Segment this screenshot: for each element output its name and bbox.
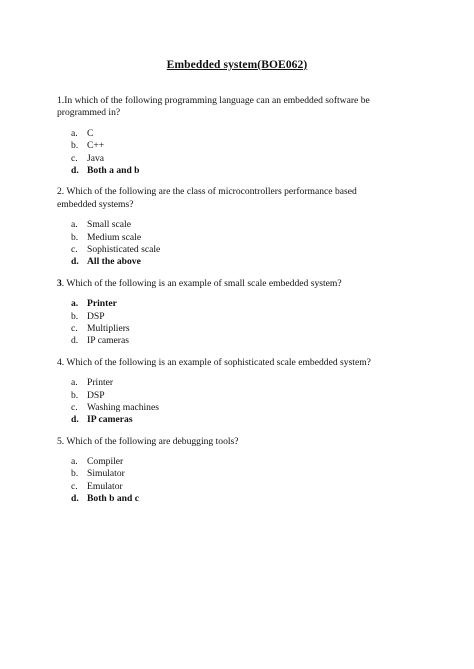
option-a (57, 219, 392, 231)
question-1-text (57, 95, 392, 120)
option-b (57, 390, 392, 402)
option-text: All the above (87, 256, 141, 268)
option-d-answer (57, 165, 392, 177)
question-3 (57, 278, 392, 348)
option-list (57, 219, 392, 269)
option-letter: d. (71, 256, 79, 268)
option-c (57, 153, 392, 165)
question-prompt: Which of the following are debugging tools? (64, 435, 239, 447)
option-letter: b. (71, 468, 79, 480)
option-letter: a. (71, 127, 78, 139)
option-list (57, 377, 392, 427)
option-text: Medium scale (87, 231, 142, 243)
option-d-answer (57, 414, 392, 426)
option-letter: b. (71, 389, 79, 401)
option-text: DSP (87, 310, 105, 322)
option-text: Java (87, 152, 105, 164)
option-list (57, 128, 392, 178)
option-letter: c. (71, 152, 78, 164)
option-text: Multipliers (87, 322, 130, 334)
option-b (57, 140, 392, 152)
question-5 (57, 436, 392, 506)
option-text: Printer (87, 377, 114, 389)
option-text: Small scale (87, 219, 131, 231)
question-number: 4. (57, 356, 65, 368)
option-c (57, 481, 392, 493)
option-letter: d. (71, 493, 79, 505)
option-letter: d. (71, 335, 79, 347)
option-letter: a. (71, 377, 78, 389)
option-letter: c. (71, 243, 78, 255)
question-number: 1. (57, 95, 65, 106)
option-a (57, 128, 392, 140)
option-list (57, 456, 392, 506)
option-list (57, 298, 392, 348)
option-letter: b. (71, 140, 79, 152)
option-letter: a. (71, 219, 78, 231)
option-text: C++ (87, 140, 105, 152)
question-2-text (57, 186, 392, 211)
option-b (57, 232, 392, 244)
option-text: Simulator (87, 468, 125, 480)
option-text: Washing machines (87, 401, 159, 413)
option-letter: b. (71, 231, 79, 243)
question-number: 3 (57, 277, 62, 289)
option-d-answer (57, 493, 392, 505)
question-number: 5. (57, 435, 65, 447)
option-c (57, 323, 392, 335)
question-4-text (57, 357, 392, 369)
option-text: Both b and c (87, 493, 139, 505)
question-number: 2. (57, 186, 65, 198)
option-a-answer (57, 298, 392, 310)
option-text: C (87, 127, 94, 139)
question-prompt: Which of the following is an example of sophisticated scale embedded system? (64, 356, 371, 368)
question-5-text (57, 436, 392, 448)
option-b (57, 311, 392, 323)
option-d-answer (57, 256, 392, 268)
option-letter: b. (71, 310, 79, 322)
question-list (57, 95, 392, 515)
option-letter: a. (71, 456, 78, 468)
option-text: Emulator (87, 480, 123, 492)
question-4 (57, 357, 392, 427)
question-prompt: In which of the following programming language can an embedded software be programmed in? (57, 95, 370, 119)
option-text: IP cameras (87, 414, 133, 426)
question-2 (57, 186, 392, 268)
question-3-text (57, 278, 392, 290)
option-d (57, 335, 392, 347)
question-1 (57, 95, 392, 177)
option-letter: c. (71, 322, 78, 334)
option-text: Both a and b (87, 164, 140, 176)
option-b (57, 468, 392, 480)
question-prompt: Which of the following are the class of microcontrollers performance based embedded systems? (57, 186, 357, 210)
option-c (57, 402, 392, 414)
option-a (57, 456, 392, 468)
option-text: Compiler (87, 456, 124, 468)
option-a (57, 377, 392, 389)
option-letter: a. (71, 298, 79, 310)
option-c (57, 244, 392, 256)
document-title: Embedded system(BOE062) (166, 59, 308, 71)
option-text: Sophisticated scale (87, 243, 161, 255)
option-text: Printer (87, 298, 117, 310)
option-text: DSP (87, 389, 105, 401)
option-letter: c. (71, 401, 78, 413)
option-letter: c. (71, 480, 78, 492)
option-letter: d. (71, 164, 79, 176)
option-text: IP cameras (87, 335, 129, 347)
option-letter: d. (71, 414, 79, 426)
question-prompt: . Which of the following is an example of small scale embedded system? (61, 277, 342, 289)
